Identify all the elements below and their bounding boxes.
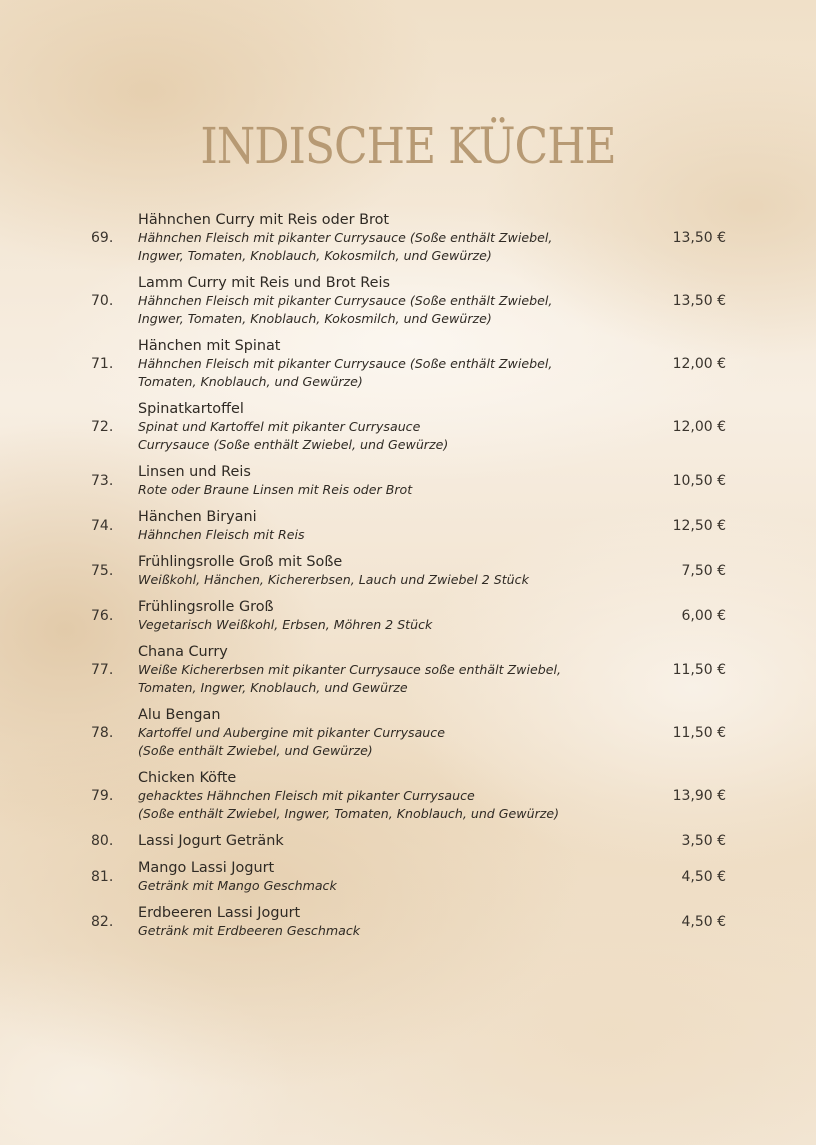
item-price: 12,00 €	[672, 356, 726, 372]
item-body	[138, 508, 616, 544]
item-price: 7,50 €	[681, 563, 726, 579]
item-body	[138, 643, 616, 697]
item-description: Ingwer, Tomaten, Knoblauch, Kokosmilch, und Gewürze)	[138, 248, 492, 263]
item-body	[138, 832, 616, 850]
item-number: 79.	[91, 788, 114, 804]
item-number: 74.	[91, 518, 114, 534]
item-description: Hähnchen Fleisch mit Reis	[138, 527, 305, 542]
item-number: 73.	[91, 473, 114, 489]
item-description: Tomaten, Knoblauch, und Gewürze)	[138, 374, 363, 389]
item-description: Ingwer, Tomaten, Knoblauch, Kokosmilch, und Gewürze)	[138, 311, 492, 326]
item-number: 77.	[91, 662, 114, 678]
menu-item	[91, 706, 726, 760]
item-description: Currysauce (Soße enthält Zwiebel, und Gewürze)	[138, 437, 449, 452]
item-price: 11,50 €	[672, 662, 726, 678]
item-description: Kartoffel und Aubergine mit pikanter Currysauce	[138, 725, 445, 740]
menu-item	[91, 832, 726, 850]
item-price: 12,50 €	[672, 518, 726, 534]
menu-item	[91, 598, 726, 634]
item-price: 3,50 €	[681, 833, 726, 849]
item-description: gehacktes Hähnchen Fleisch mit pikanter Currysauce	[138, 788, 475, 803]
item-description: (Soße enthält Zwiebel, und Gewürze)	[138, 743, 373, 758]
item-name: Linsen und Reis	[138, 464, 251, 480]
item-name: Hänchen Biryani	[138, 509, 257, 525]
menu-item	[91, 643, 726, 697]
menu-item	[91, 859, 726, 895]
item-description: Hähnchen Fleisch mit pikanter Currysauce (Soße enthält Zwiebel,	[138, 356, 553, 371]
item-price: 13,50 €	[672, 293, 726, 309]
item-price: 6,00 €	[681, 608, 726, 624]
item-name: Hähnchen Curry mit Reis oder Brot	[138, 212, 390, 228]
menu-item	[91, 463, 726, 499]
item-name: Frühlingsrolle Groß	[138, 599, 274, 615]
item-description: Rote oder Braune Linsen mit Reis oder Brot	[138, 482, 413, 497]
item-description: Hähnchen Fleisch mit pikanter Currysauce (Soße enthält Zwiebel,	[138, 293, 553, 308]
item-number: 81.	[91, 869, 114, 885]
item-number: 70.	[91, 293, 114, 309]
menu-item	[91, 553, 726, 589]
item-price: 13,90 €	[672, 788, 726, 804]
item-body	[138, 706, 616, 760]
item-name: Frühlingsrolle Groß mit Soße	[138, 554, 343, 570]
menu-item	[91, 274, 726, 328]
item-name: Alu Bengan	[138, 707, 221, 723]
item-body	[138, 274, 616, 328]
item-name: Mango Lassi Jogurt	[138, 860, 275, 876]
item-body	[138, 859, 616, 895]
menu-item	[91, 904, 726, 940]
menu-item	[91, 337, 726, 391]
item-body	[138, 400, 616, 454]
menu-item	[91, 769, 726, 823]
menu-item	[91, 400, 726, 454]
item-description: Weiße Kichererbsen mit pikanter Currysauce soße enthält Zwiebel,	[138, 662, 561, 677]
item-number: 76.	[91, 608, 114, 624]
item-price: 13,50 €	[672, 230, 726, 246]
item-name: Spinatkartoffel	[138, 401, 244, 417]
item-description: Getränk mit Erdbeeren Geschmack	[138, 923, 361, 938]
menu-item	[91, 508, 726, 544]
menu-list	[91, 211, 726, 949]
item-number: 82.	[91, 914, 114, 930]
item-price: 4,50 €	[681, 914, 726, 930]
menu-item	[91, 211, 726, 265]
item-body	[138, 553, 616, 589]
item-number: 71.	[91, 356, 114, 372]
item-price: 12,00 €	[672, 419, 726, 435]
item-price: 4,50 €	[681, 869, 726, 885]
item-price: 10,50 €	[672, 473, 726, 489]
item-number: 80.	[91, 833, 114, 849]
item-description: Getränk mit Mango Geschmack	[138, 878, 337, 893]
item-body	[138, 337, 616, 391]
item-name: Chicken Köfte	[138, 770, 237, 786]
item-body	[138, 769, 616, 823]
item-description: Hähnchen Fleisch mit pikanter Currysauce (Soße enthält Zwiebel,	[138, 230, 553, 245]
item-description: Weißkohl, Hänchen, Kichererbsen, Lauch und Zwiebel 2 Stück	[138, 572, 529, 587]
item-name: Lamm Curry mit Reis und Brot Reis	[138, 275, 390, 291]
item-name: Erdbeeren Lassi Jogurt	[138, 905, 301, 921]
item-body	[138, 211, 616, 265]
item-description: Spinat und Kartoffel mit pikanter Currysauce	[138, 419, 421, 434]
item-name: Lassi Jogurt Getränk	[138, 833, 284, 849]
item-number: 69.	[91, 230, 114, 246]
item-body	[138, 463, 616, 499]
item-description: Vegetarisch Weißkohl, Erbsen, Möhren 2 Stück	[138, 617, 433, 632]
item-body	[138, 904, 616, 940]
item-description: Tomaten, Ingwer, Knoblauch, und Gewürze	[138, 680, 408, 695]
item-number: 78.	[91, 725, 114, 741]
item-price: 11,50 €	[672, 725, 726, 741]
item-name: Hänchen mit Spinat	[138, 338, 281, 354]
item-number: 75.	[91, 563, 114, 579]
item-description: (Soße enthält Zwiebel, Ingwer, Tomaten, Knoblauch, und Gewürze)	[138, 806, 560, 821]
item-name: Chana Curry	[138, 644, 228, 660]
item-number: 72.	[91, 419, 114, 435]
page-title: INDISCHE KÜCHE	[200, 118, 616, 176]
item-body	[138, 598, 616, 634]
